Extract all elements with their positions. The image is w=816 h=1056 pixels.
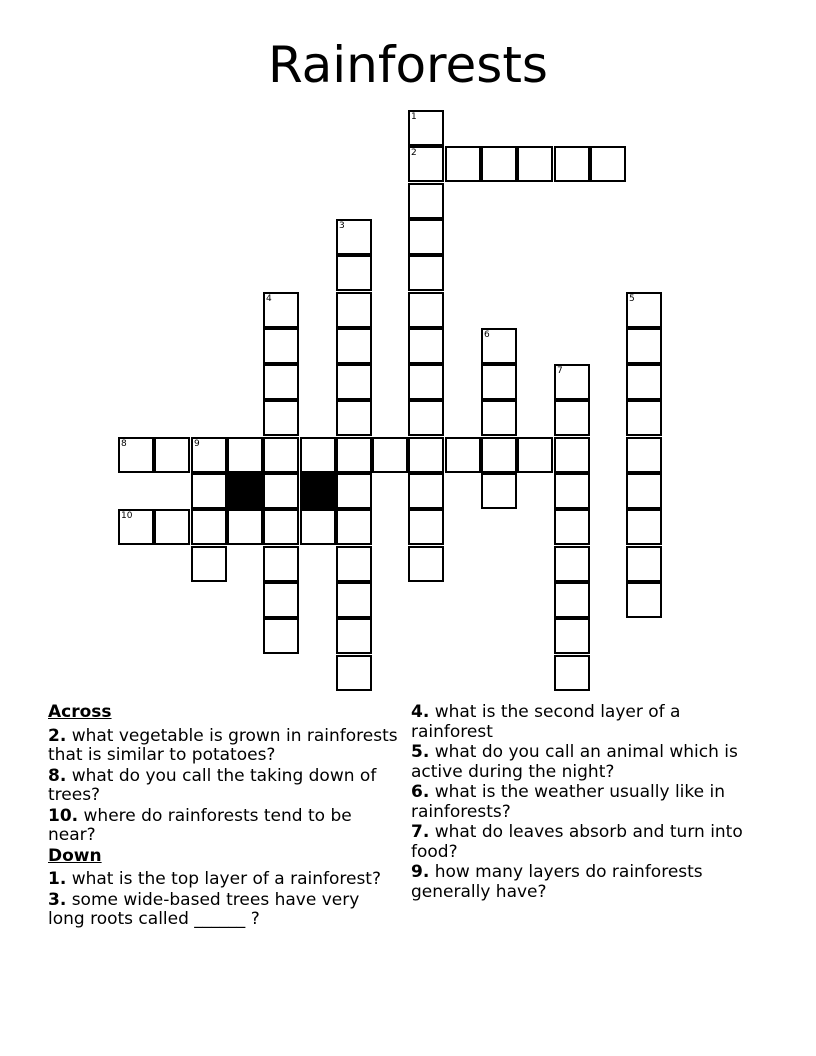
cell-number: 1	[411, 112, 417, 122]
grid-cell[interactable]	[118, 509, 154, 545]
grid-cell[interactable]	[408, 546, 444, 582]
down-heading: Down	[48, 845, 102, 866]
grid-cell[interactable]	[626, 364, 662, 400]
cell-number: 4	[266, 294, 272, 304]
grid-cell[interactable]	[191, 473, 227, 509]
clue-across-8	[48, 767, 398, 806]
clue-down-1	[48, 870, 398, 890]
clue-number: 4.	[411, 702, 430, 722]
grid-cell[interactable]	[191, 437, 227, 473]
grid-cell[interactable]	[481, 146, 517, 182]
grid-cell[interactable]	[263, 473, 299, 509]
clue-across-10	[48, 807, 398, 846]
grid-cell[interactable]	[227, 509, 263, 545]
cell-number: 6	[484, 330, 490, 340]
cell-number: 8	[121, 439, 127, 449]
cell-number: 3	[339, 221, 345, 231]
clue-down-4	[411, 703, 761, 742]
grid-cell[interactable]	[408, 255, 444, 291]
cell-number: 10	[121, 511, 133, 521]
clue-number: 10.	[48, 805, 79, 826]
grid-cell[interactable]	[154, 437, 190, 473]
clue-down-7	[411, 823, 761, 862]
grid-cell[interactable]	[554, 509, 590, 545]
clue-text: what is the top layer of a rainforest?	[71, 869, 381, 889]
grid-cell[interactable]	[626, 546, 662, 582]
grid-cell[interactable]	[300, 509, 336, 545]
grid-cell[interactable]	[626, 328, 662, 364]
clue-down-3	[48, 891, 398, 930]
clue-text: what is the second layer of a rainforest	[411, 702, 681, 742]
clue-text: where do rainforests tend to be near?	[48, 805, 352, 845]
grid-cell[interactable]	[626, 437, 662, 473]
blocked-cell	[300, 473, 336, 509]
grid-cell[interactable]	[554, 364, 590, 400]
grid-cell[interactable]	[263, 292, 299, 328]
grid-cell[interactable]	[445, 437, 481, 473]
cell-number: 7	[557, 366, 563, 376]
clue-down-9	[411, 863, 761, 902]
grid-cell[interactable]	[554, 618, 590, 654]
grid-cell[interactable]	[626, 292, 662, 328]
grid-cell[interactable]	[408, 473, 444, 509]
grid-cell[interactable]	[227, 437, 263, 473]
grid-cell[interactable]	[191, 546, 227, 582]
grid-cell[interactable]	[336, 219, 372, 255]
clue-number: 7.	[411, 822, 430, 842]
cell-number: 2	[411, 148, 417, 158]
grid-cell[interactable]	[408, 219, 444, 255]
grid-cell[interactable]	[554, 473, 590, 509]
grid-cell[interactable]	[554, 437, 590, 473]
grid-cell[interactable]	[336, 437, 372, 473]
grid-cell[interactable]	[336, 618, 372, 654]
clue-number: 5.	[411, 742, 430, 762]
grid-cell[interactable]	[336, 292, 372, 328]
grid-cell[interactable]	[554, 146, 590, 182]
grid-cell[interactable]	[481, 437, 517, 473]
grid-cell[interactable]	[336, 328, 372, 364]
grid-cell[interactable]	[554, 546, 590, 582]
grid-cell[interactable]	[336, 582, 372, 618]
grid-cell[interactable]	[263, 328, 299, 364]
cell-number: 9	[194, 439, 200, 449]
grid-cell[interactable]	[336, 509, 372, 545]
grid-cell[interactable]	[336, 473, 372, 509]
clue-text: what do you call the taking down of trees?	[48, 765, 377, 805]
grid-cell[interactable]	[481, 473, 517, 509]
grid-cell[interactable]	[481, 400, 517, 436]
grid-cell[interactable]	[263, 400, 299, 436]
grid-cell[interactable]	[408, 183, 444, 219]
grid-cell[interactable]	[481, 328, 517, 364]
grid-cell[interactable]	[626, 509, 662, 545]
grid-cell[interactable]	[372, 437, 408, 473]
clue-number: 6.	[411, 782, 430, 802]
page-title: Rainforests	[268, 36, 548, 94]
clue-down-5	[411, 743, 761, 782]
grid-cell[interactable]	[118, 437, 154, 473]
grid-cell[interactable]	[626, 473, 662, 509]
clue-number: 2.	[48, 725, 67, 746]
grid-cell[interactable]	[408, 437, 444, 473]
clue-text: what do leaves absorb and turn into food?	[411, 822, 743, 862]
clue-text: what vegetable is grown in rainforests that is similar to potatoes?	[48, 725, 398, 765]
clue-across-2	[48, 727, 398, 766]
grid-cell[interactable]	[263, 364, 299, 400]
grid-cell[interactable]	[336, 400, 372, 436]
grid-cell[interactable]	[517, 437, 553, 473]
clues-column-left	[48, 703, 398, 931]
clue-down-6	[411, 783, 761, 822]
grid-cell[interactable]	[191, 509, 227, 545]
grid-cell[interactable]	[408, 400, 444, 436]
blocked-cell	[227, 473, 263, 509]
cell-number: 5	[629, 294, 635, 304]
grid-cell[interactable]	[263, 582, 299, 618]
grid-cell[interactable]	[408, 364, 444, 400]
grid-cell[interactable]	[408, 509, 444, 545]
grid-cell[interactable]	[408, 110, 444, 146]
clue-text: what is the weather usually like in rainforests?	[411, 782, 726, 822]
clue-number: 1.	[48, 869, 67, 889]
grid-cell[interactable]	[263, 509, 299, 545]
clue-text: some wide-based trees have very long roots called ______ ?	[48, 889, 360, 929]
grid-cell[interactable]	[263, 618, 299, 654]
clue-text: how many layers do rainforests generally have?	[411, 862, 703, 902]
grid-cell[interactable]	[154, 509, 190, 545]
grid-cell[interactable]	[590, 146, 626, 182]
clue-number: 3.	[48, 889, 67, 910]
grid-cell[interactable]	[481, 364, 517, 400]
grid-cell[interactable]	[336, 364, 372, 400]
grid-cell[interactable]	[263, 437, 299, 473]
grid-cell[interactable]	[626, 400, 662, 436]
clue-number: 9.	[411, 862, 430, 882]
clues-column-right	[411, 703, 761, 903]
grid-cell[interactable]	[408, 292, 444, 328]
grid-cell[interactable]	[626, 582, 662, 618]
grid-cell[interactable]	[554, 582, 590, 618]
across-heading: Across	[48, 702, 112, 722]
clue-number: 8.	[48, 765, 67, 786]
grid-cell[interactable]	[408, 146, 444, 182]
grid-cell[interactable]	[336, 255, 372, 291]
grid-cell[interactable]	[336, 546, 372, 582]
grid-cell[interactable]	[408, 328, 444, 364]
grid-cell[interactable]	[263, 546, 299, 582]
grid-cell[interactable]	[300, 437, 336, 473]
grid-cell[interactable]	[554, 400, 590, 436]
grid-cell[interactable]	[554, 655, 590, 691]
grid-cell[interactable]	[517, 146, 553, 182]
grid-cell[interactable]	[445, 146, 481, 182]
clue-text: what do you call an animal which is active during the night?	[411, 742, 738, 782]
grid-cell[interactable]	[336, 655, 372, 691]
